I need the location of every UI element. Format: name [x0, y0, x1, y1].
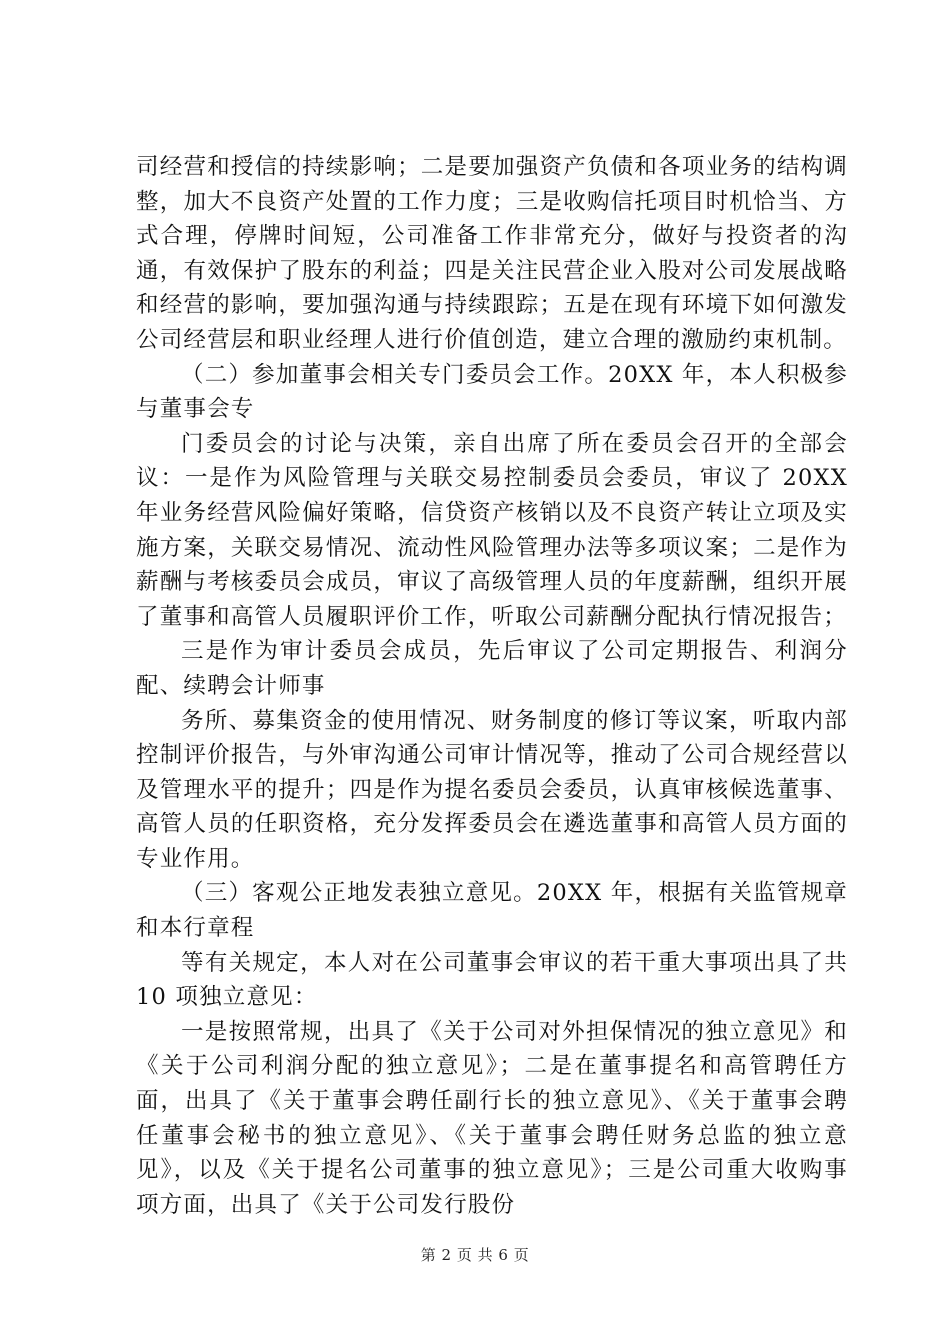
- paragraph-opinion-list: 一是按照常规，出具了《关于公司对外担保情况的独立意见》和《关于公司利润分配的独立意见》；二是在董事提名和高管聘任方面，出具了《关于董事会聘任副行长的独立意见》、《关于董事会聘任董事会秘书的独立意见》、《关于董事会聘任财务总监的独立意见》，以及《关于提名公司董事的独立意见》；三是公司重大收购事项方面，出具了《关于公司发行股份: [136, 1018, 848, 1218]
- page-number-label: 第 2 页 共 6 页: [420, 1246, 530, 1264]
- paragraph-audit-committee: 三是作为审计委员会成员，先后审议了公司定期报告、利润分配、续聘会计师事: [136, 638, 848, 699]
- paragraph-section-three-heading: （三）客观公正地发表独立意见。20XX 年，根据有关监管规章和本行章程: [136, 880, 848, 942]
- paragraph-continuation: 司经营和授信的持续影响；二是要加强资产负债和各项业务的结构调整，加大不良资产处置的工作力度；三是收购信托项目时机恰当、方式合理，停牌时间短，公司准备工作非常充分，做好与投资者的沟通，有效保护了股东的利益；四是关注民营企业入股对公司发展战略和经营的影响，要加强沟通与持续跟踪；五是在现有环境下如何激发公司经营层和职业经理人进行价值创造，建立合理的激励约束机制。: [136, 154, 848, 353]
- paragraph-audit-details: 务所、募集资金的使用情况、财务制度的修订等议案，听取内部控制评价报告，与外审沟通公司审计情况等，推动了公司合规经营以及管理水平的提升；四是作为提名委员会委员，认真审核候选董事、高管人员的任职资格，充分发挥委员会在遴选董事和高管人员方面的专业作用。: [136, 707, 848, 872]
- document-body: [136, 150, 848, 1222]
- page-footer: [0, 1244, 950, 1265]
- paragraph-committee-work: 门委员会的讨论与决策，亲自出席了所在委员会召开的全部会议：一是作为风险管理与关联交易控制委员会委员，审议了 20XX 年业务经营风险偏好策略，信贷资产核销以及不良资产转让立项及实施方案，关联交易情况、流动性风险管理办法等多项议案；二是作为薪酬与考核委员会成员，审议了高级管理人员的年度薪酬，组织开展了董事和高管人员履职评价工作，听取公司薪酬分配执行情况报告；: [136, 430, 848, 630]
- paragraph-section-two-heading: （二）参加董事会相关专门委员会工作。20XX 年，本人积极参与董事会专: [136, 361, 848, 423]
- paragraph-independent-opinions: 等有关规定，本人对在公司董事会审议的若干重大事项出具了共 10 项独立意见：: [136, 949, 848, 1011]
